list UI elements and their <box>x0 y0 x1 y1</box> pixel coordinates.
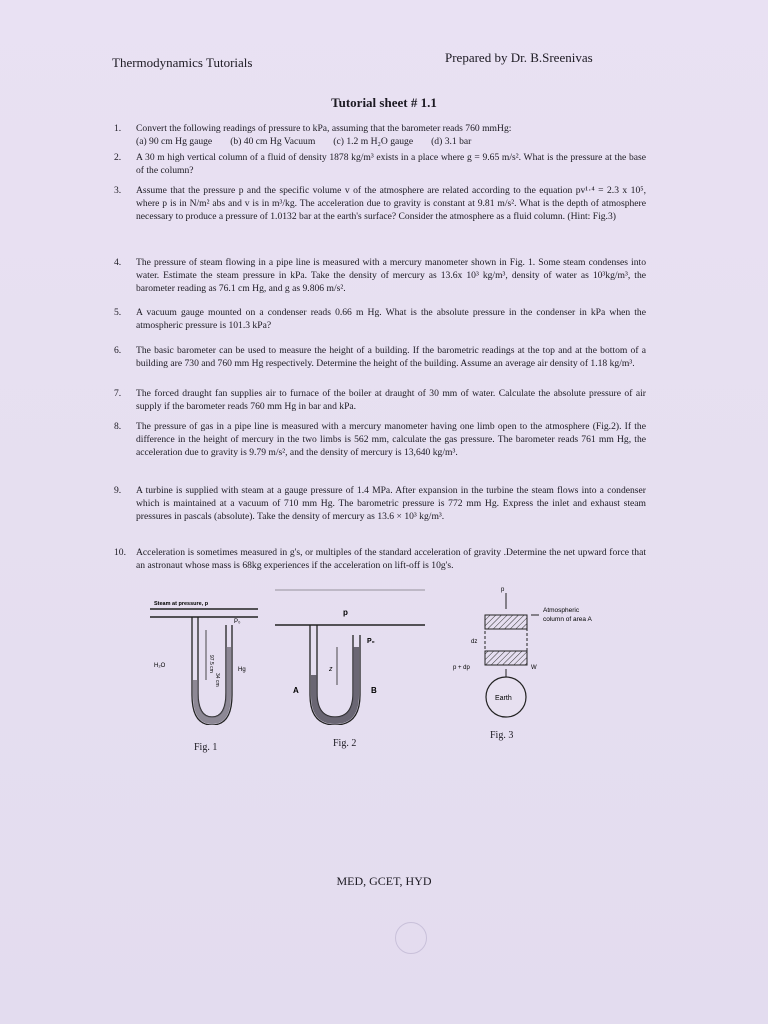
question-number: 8. <box>114 421 122 432</box>
question-text: Acceleration is sometimes measured in g's, or multiples of the standard acceleration of gravity .Determine the net upward force that an astronaut whose mass is 68kg experiences if the acceleration on lift-off is 10g's. <box>136 547 646 572</box>
question-text: The pressure of steam flowing in a pipe line is measured with a mercury manometer shown in Fig. 1. Some steam condenses into water. Estimate the steam pressure in kPa. Take the density of mercury as 13.6x 10³ kg/m³, density of water as 10³kg/m³, the barometer reading as 76.1 cm Hg, and g as 9.806 m/s². <box>136 257 646 295</box>
page-stamp <box>395 922 427 954</box>
question-number: 2. <box>114 152 122 163</box>
fig2-z-label: z <box>329 666 333 673</box>
fig1-manometer <box>150 585 260 725</box>
fig3-p-label: p <box>501 587 505 593</box>
fig1-p0-label: P₀ <box>234 619 241 625</box>
question-text: Convert the following readings of pressure to kPa, assuming that the barometer reads 760 mmHg: <box>136 123 512 134</box>
question-text: Assume that the pressure p and the specific volume v of the atmosphere are related according to the equation pv¹·⁴ = 2.3 x 10⁵, where p is in N/m² abs and v is in m³/kg. The acceleration due to gravity is constant at 9.81 m/s². What is the depth of atmosphere necessary to produce a pressure of 1.0132 bar at the earth's surface? Consider the atmosphere as a fluid column. (Hint: Fig.3) <box>136 185 646 223</box>
question-number: 9. <box>114 485 122 496</box>
author-line: Prepared by Dr. B.Sreenivas <box>445 50 593 65</box>
question-6 <box>114 344 646 370</box>
question-number: 6. <box>114 345 122 356</box>
fig3-w-label: W <box>531 665 537 671</box>
fig2-p0-label: P₀ <box>367 638 375 645</box>
fig1-hg-label: Hg <box>238 667 246 673</box>
fig1-dim-1: 97.5 cm <box>208 655 214 673</box>
question-number: 7. <box>114 388 122 399</box>
question-5 <box>114 306 646 332</box>
fig2-b-label: B <box>371 686 377 695</box>
question-2 <box>114 151 646 177</box>
fig3-pdp-label: p + dp <box>453 665 470 671</box>
fig2-caption: Fig. 2 <box>333 738 357 749</box>
question-text: A turbine is supplied with steam at a gauge pressure of 1.4 MPa. After expansion in the turbine the steam flows into a condenser which is maintained at a vacuum of 710 mm Hg. The barometric pressure is 772 mm Hg. Express the inlet and exhaust steam pressures in pascals (absolute). Take the density of mercury as 13.6 × 10³ kg/m³. <box>136 485 646 523</box>
question-options <box>136 135 646 148</box>
question-text: A 30 m high vertical column of a fluid of density 1878 kg/m³ exists in a place where g = 9.65 m/s². What is the pressure at the base of the column? <box>136 152 646 177</box>
fig2-p-label: p <box>343 608 348 617</box>
question-number: 3. <box>114 185 122 196</box>
course-title: Thermodynamics Tutorials <box>112 55 253 70</box>
question-number: 10. <box>114 547 126 558</box>
question-3 <box>114 184 646 224</box>
question-7 <box>114 387 646 413</box>
question-9 <box>114 484 646 524</box>
option-b: (b) 40 cm Hg Vacuum <box>230 136 316 148</box>
fig3-caption: Fig. 3 <box>490 730 514 741</box>
question-4 <box>114 256 646 296</box>
fig1-steam-label: Steam at pressure, p <box>154 601 209 607</box>
question-number: 4. <box>114 257 122 268</box>
question-10 <box>114 546 646 572</box>
fig3-note-2: column of area A <box>543 616 592 623</box>
fig3-note-1: Atmospheric <box>543 607 580 614</box>
fig1-h2o-label: H₂O <box>154 663 166 669</box>
option-a: (a) 90 cm Hg gauge <box>136 136 213 148</box>
question-text: The forced draught fan supplies air to furnace of the boiler at draught of 30 mm of water. Calculate the absolute pressure of air supply if the barometer reads 760 mm Hg in bar and kPa. <box>136 388 646 413</box>
sheet-title: Tutorial sheet # 1.1 <box>331 95 437 110</box>
footer-institution: MED, GCET, HYD <box>336 874 432 888</box>
option-d: (d) 3.1 bar <box>431 136 472 148</box>
fig1-dim-2: 34 cm <box>214 673 220 687</box>
question-1 <box>114 122 646 148</box>
question-number: 1. <box>114 123 122 134</box>
question-number: 5. <box>114 307 122 318</box>
question-text: The basic barometer can be used to measure the height of a building. If the barometric readings at the top and at the bottom of a building are 730 and 760 mm Hg respectively. Determine the height of the building. Assume an average air density of 1.18 kg/m³. <box>136 345 646 370</box>
question-8 <box>114 420 646 460</box>
fig3-atmosphere-column <box>435 585 645 735</box>
question-text: The pressure of gas in a pipe line is measured with a mercury manometer having one limb open to the atmosphere (Fig.2). If the difference in the height of mercury in the two limbs is 562 mm, calculate the gas pressure. The barometer reads 761 mm Hg, the acceleration due to gravity is 9.79 m/s², and the density of mercury is 13,640 kg/m³. <box>136 421 646 459</box>
question-text: A vacuum gauge mounted on a condenser reads 0.66 m Hg. What is the absolute pressure in the condenser in kPa when the atmospheric pressure is 101.3 kPa? <box>136 307 646 332</box>
option-c: (c) 1.2 m H₂O gauge <box>333 136 414 148</box>
fig2-a-label: A <box>293 686 299 695</box>
fig3-earth-label: Earth <box>495 695 512 702</box>
fig3-dz-label: dz <box>471 639 478 645</box>
fig1-caption: Fig. 1 <box>194 742 218 753</box>
fig2-manometer <box>275 585 425 725</box>
figures-area <box>150 585 670 755</box>
